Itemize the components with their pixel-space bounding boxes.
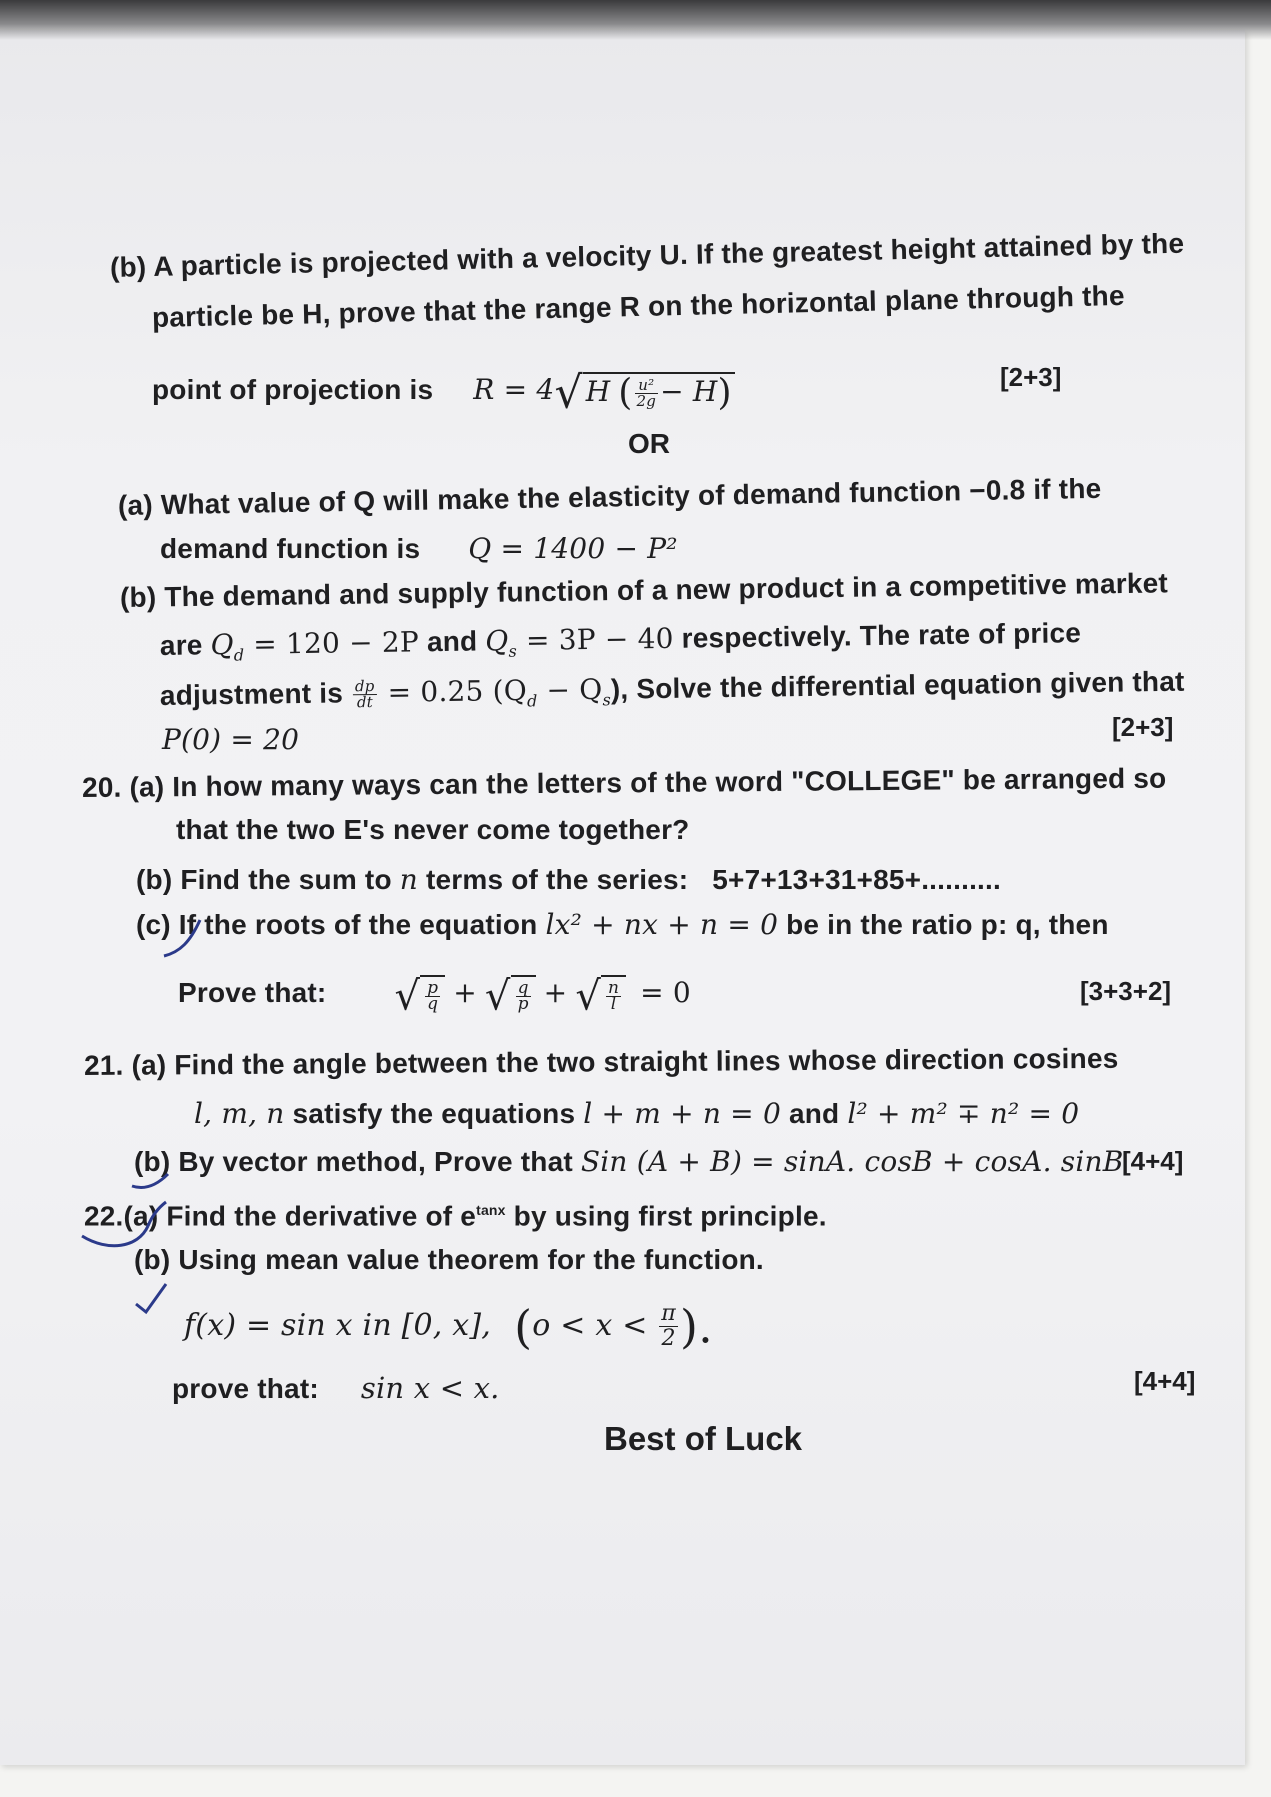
q20c-prefix: (c) If the roots of the equation: [136, 909, 546, 940]
pen-underline-q21b: [128, 1156, 178, 1196]
q19-or-a-formula: Q = 1400 − P²: [468, 532, 678, 565]
q21a-mid: satisfy the equations: [284, 1098, 584, 1129]
q21b-prefix: (b) By vector method, Prove that: [134, 1146, 581, 1177]
q21a-eq2: l² + m² ∓ n² = 0: [847, 1097, 1080, 1130]
q19-or-b-supply: = 3P − 40: [516, 621, 674, 658]
q19-or-b-rate: = 0.25 (Q: [378, 673, 528, 709]
q19b-line3: [152, 367, 735, 419]
q21a-line2: [194, 1096, 1079, 1132]
q22b-pi: π: [661, 1301, 676, 1327]
q19b-sqrt: √ H ( $\frac{\text{u²}}{2g}$ − H): [554, 372, 734, 412]
q20b-series: 5+7+13+31+85+..........: [712, 864, 1001, 895]
q22b-prove-equation: sin x < x.: [360, 1371, 500, 1405]
pen-mark-q22a: [78, 1196, 188, 1256]
q21a-vars: l, m, n: [194, 1097, 285, 1130]
q22b-function-line: [184, 1299, 713, 1354]
q19-or-b-minus-q: − Q: [537, 672, 603, 707]
q20c-line: [136, 907, 1109, 943]
pen-check-mark-q22b: [132, 1278, 172, 1318]
q19-or-b-qd: Q: [210, 627, 234, 662]
q19-or-b-initial: P(0) = 20: [162, 723, 300, 756]
q19-or-b-respectively: respectively. The rate of price: [673, 617, 1082, 654]
q19-or-b-and: and: [418, 625, 486, 658]
q20b-line: [136, 862, 1001, 898]
q19-or-b-marks: [2+3]: [1112, 712, 1174, 742]
q20c-t1-num: p: [427, 978, 439, 999]
q22b-function: f(x) = sin x in [0, x],: [184, 1308, 492, 1343]
q20c-prove: [178, 973, 691, 1020]
pen-check-mark-q20c: [160, 912, 220, 962]
q22a-line: [84, 1192, 827, 1234]
q22a-suffix: by using first principle.: [505, 1200, 827, 1232]
q21a-line1: 21. (a) Find the angle between the two straight lines whose direction cosines: [83, 1042, 1119, 1081]
q19b-formula-den: 2g: [636, 392, 657, 411]
top-shadow: [0, 0, 1271, 40]
q19-or-b-rate-sub-s: s: [602, 690, 612, 710]
q19-or-a-prefix: demand function is: [160, 533, 421, 564]
q22a-prefix: 22.(a) Find the derivative of e: [84, 1200, 477, 1232]
q19-or-b-dp: dp: [354, 677, 375, 696]
q20c-t2-num: q: [517, 978, 529, 999]
q22b-prove-line: [172, 1370, 500, 1407]
q20c-t3-den: l: [610, 994, 617, 1015]
q19b-formula-lhs: R = 4: [473, 373, 555, 407]
q20a-line2: that the two E's never come together?: [176, 814, 690, 845]
q19b-line2: particle be H, prove that the range R on the horizontal plane through the: [151, 279, 1125, 333]
q19-or-b-qd-sub: d: [233, 645, 245, 665]
q21a-and: and: [780, 1098, 848, 1129]
q21-marks: [4+4]: [1122, 1146, 1184, 1176]
q19b-marks: [2+3]: [1000, 362, 1062, 392]
q19-or-b-line1: (b) The demand and supply function of a new product in a competitive market: [119, 567, 1169, 613]
q20c-t1-den: q: [427, 994, 439, 1015]
closing-text: Best of Luck: [604, 1420, 803, 1457]
q22b-line1: (b) Using mean value theorem for the function.: [134, 1244, 764, 1275]
q19-or-b-dt: dt: [356, 693, 374, 712]
q20c-prove-label: Prove that:: [178, 977, 327, 1009]
q22b-two: 2: [661, 1326, 676, 1352]
q20c-equation: lx² + nx + n = 0: [545, 908, 779, 941]
q19-or-b-solve: ), Solve the differential equation given that: [610, 665, 1185, 705]
q19b-line3-prefix: point of projection is: [152, 374, 434, 406]
q19-or-b-are: are: [159, 629, 211, 661]
q22b-paren-close: ).: [679, 1299, 713, 1354]
q20-marks: [3+3+2]: [1080, 976, 1172, 1006]
q19-or-a-line1: (a) What value of Q will make the elasticity of demand function −0.8 if the: [117, 472, 1102, 521]
q19b-formula-num: u²: [635, 378, 659, 394]
q20c-equals-zero: = 0: [640, 976, 691, 1010]
q20a-line1: 20. (a) In how many ways can the letters of the word "COLLEGE" be arranged so: [81, 762, 1167, 803]
q19-or-b-adjustment: adjustment is: [159, 677, 352, 711]
q19-or-b-rate-sub-d: d: [526, 691, 538, 711]
q20c-t2-den: p: [517, 994, 529, 1015]
q19-or-b-qs-sub: s: [508, 641, 518, 661]
q20b-suffix: terms of the series:: [417, 864, 689, 895]
q22-marks: [4+4]: [1134, 1366, 1196, 1396]
q19b-formula-h: H: [585, 375, 611, 408]
or-label: OR: [628, 428, 670, 459]
q20c-plus-2: +: [543, 976, 568, 1010]
q20b-prefix: (b) Find the sum to: [136, 864, 400, 895]
q22a-superscript: tanx: [476, 1202, 506, 1218]
q19-or-a-line2: [160, 531, 678, 567]
q21b-line: [134, 1144, 1124, 1180]
q20c-suffix: be in the ratio p: q, then: [778, 909, 1109, 940]
q21b-equation: Sin (A + B) = sinA. cosB + cosA. sinB: [580, 1145, 1124, 1178]
q20c-plus-1: +: [453, 976, 477, 1010]
q22b-condition: o < x <: [532, 1308, 658, 1343]
q20c-t3-num: n: [608, 978, 620, 999]
q22b-paren-open: (: [514, 1299, 533, 1354]
q19b-line1: (b) A particle is projected with a velocity U. If the greatest height attained by the: [109, 227, 1185, 283]
q20c-prove-expression: √ $\frac{p}{q}$ + √ $\frac{q}{p}$ + √ $\frac{n}{l}$ = 0: [394, 973, 691, 1020]
q20b-n: n: [399, 863, 418, 896]
q22b-prove-label: prove that:: [172, 1373, 319, 1404]
q19-or-b-demand: = 120 − 2P: [243, 625, 420, 661]
q19-or-b-qs: Q: [485, 624, 509, 658]
q19b-formula-tail: − H: [660, 375, 718, 408]
q21a-eq1: l + m + n = 0: [583, 1097, 781, 1130]
